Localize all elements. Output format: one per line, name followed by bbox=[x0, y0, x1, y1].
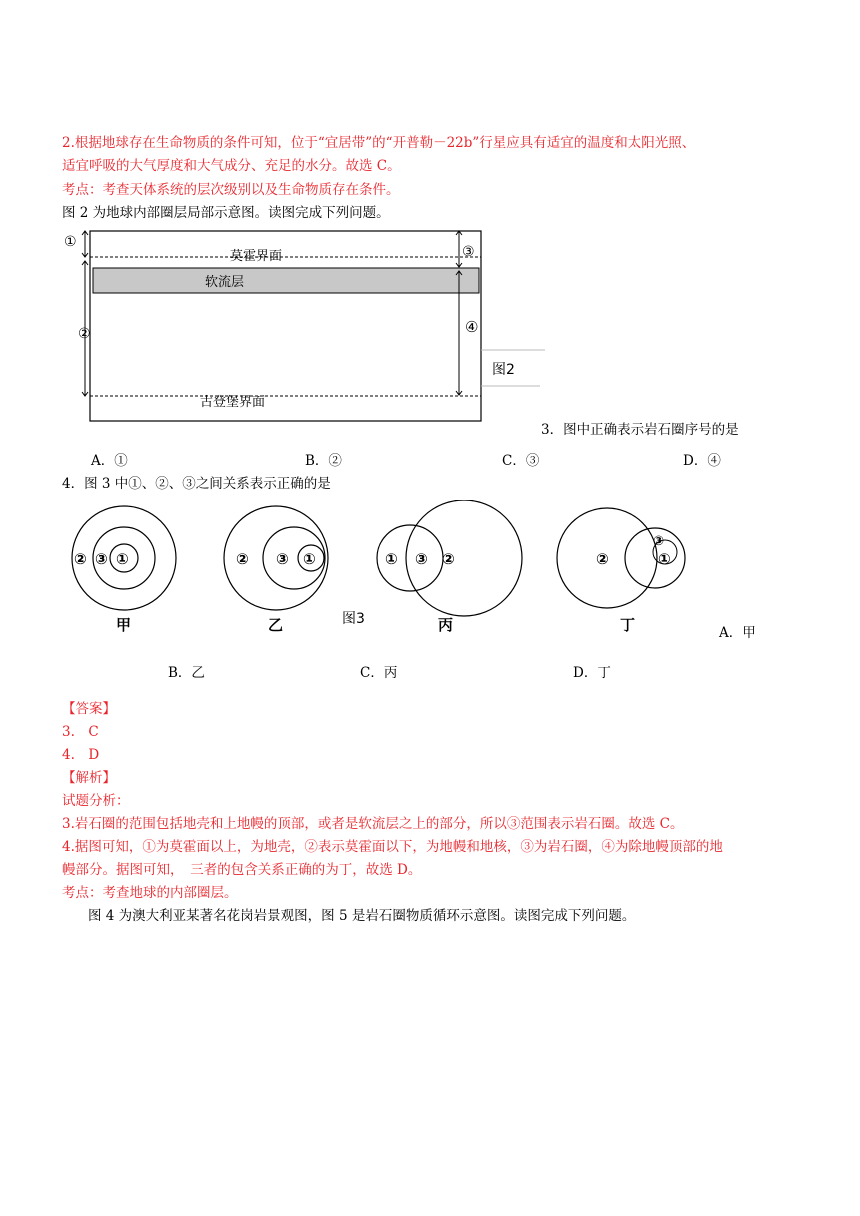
figure-3-diagram bbox=[60, 500, 710, 640]
q2-explanation-line1: 2.根据地球存在生命物质的条件可知，位于“宜居带”的“开普勒－22b”行星应具有适宜的温度和太阳光照、 bbox=[62, 135, 696, 151]
fig2-marker-4: ④ bbox=[465, 318, 479, 336]
jia-num-1: ① bbox=[116, 550, 129, 568]
q3-option-a[interactable]: A．① bbox=[91, 453, 128, 469]
q4-option-c[interactable]: C．丙 bbox=[360, 665, 398, 681]
jia-num-3: ③ bbox=[95, 550, 108, 568]
q3-option-d[interactable]: D．④ bbox=[683, 453, 721, 469]
fig45-intro: 图 4 为澳大利亚某著名花岗岩景观图，图 5 是岩石圈物质循环示意图。读图完成下列问题。 bbox=[88, 908, 636, 924]
analysis-q4-line1: 4.据图可知，①为莫霍面以上，为地壳，②表示莫霍面以下，为地幔和地核，③为岩石圈，④为除地幔顶部的地 bbox=[62, 839, 723, 855]
moho-label: 莫霍界面 bbox=[230, 249, 283, 264]
q4-option-a[interactable]: A．甲 bbox=[719, 625, 756, 641]
q3-stem: 3．图中正确表示岩石圈序号的是 bbox=[541, 422, 739, 438]
fig3-diagram-ding bbox=[557, 508, 685, 634]
q3-option-c[interactable]: C．③ bbox=[502, 453, 540, 469]
figure-2-diagram bbox=[60, 226, 545, 436]
analysis-q3: 3.岩石圈的范围包括地壳和上地幔的顶部，或者是软流层之上的部分，所以③范围表示岩石圈。故选 C。 bbox=[62, 816, 684, 832]
analysis-kaodian: 考点：考查地球的内部圈层。 bbox=[62, 885, 238, 901]
q2-explanation-line2: 适宜呼吸的大气厚度和大气成分、充足的水分。故选 C。 bbox=[62, 158, 401, 174]
fig3-diagram-bing bbox=[377, 500, 522, 634]
ding-num-3: ③ bbox=[653, 534, 665, 549]
q3-option-b[interactable]: B．② bbox=[305, 453, 342, 469]
fig2-marker-1: ① bbox=[64, 234, 77, 250]
fig3-label-yi: 乙 bbox=[268, 616, 284, 634]
fig2-marker-2: ② bbox=[78, 326, 91, 342]
bing-num-1: ① bbox=[385, 550, 398, 568]
yi-num-1: ① bbox=[303, 550, 316, 568]
analysis-sub: 试题分析： bbox=[62, 793, 130, 809]
fig3-label-bing: 丙 bbox=[438, 616, 454, 634]
fig3-diagram-yi bbox=[224, 506, 328, 634]
fig2-caption: 图2 bbox=[492, 362, 515, 378]
yi-num-2: ② bbox=[236, 550, 249, 568]
fig3-label-jia: 甲 bbox=[116, 616, 132, 634]
q4-option-b[interactable]: B．乙 bbox=[168, 665, 205, 681]
yi-num-3: ③ bbox=[276, 550, 289, 568]
asthenosphere-label: 软流层 bbox=[205, 275, 245, 290]
q4-option-d[interactable]: D．丁 bbox=[573, 665, 611, 681]
answer-q4: 4. D bbox=[62, 747, 100, 763]
fig2-marker-3: ③ bbox=[462, 244, 475, 260]
fig3-label-ding: 丁 bbox=[620, 616, 636, 634]
bing-num-2: ② bbox=[442, 550, 455, 568]
fig3-diagram-jia bbox=[72, 506, 176, 634]
ding-num-1: ① bbox=[658, 550, 671, 568]
bing-num-3: ③ bbox=[415, 550, 428, 568]
fig2-intro: 图 2 为地球内部圈层局部示意图。读图完成下列问题。 bbox=[62, 205, 390, 221]
q2-kaodian: 考点：考查天体系统的层次级别以及生命物质存在条件。 bbox=[62, 182, 400, 198]
q4-stem: 4．图 3 中①、②、③之间关系表示正确的是 bbox=[62, 476, 331, 492]
jia-num-2: ② bbox=[74, 550, 87, 568]
ding-num-2: ② bbox=[596, 550, 609, 568]
answer-header: 【答案】 bbox=[62, 701, 116, 717]
fig3-caption: 图3 bbox=[342, 611, 365, 627]
analysis-q4-line2: 幔部分。据图可知， 三者的包含关系正确的为丁，故选 D。 bbox=[62, 862, 422, 878]
analysis-header: 【解析】 bbox=[62, 770, 116, 786]
answer-q3: 3. C bbox=[62, 724, 99, 740]
gutenberg-label: 古登堡界面 bbox=[200, 395, 266, 410]
